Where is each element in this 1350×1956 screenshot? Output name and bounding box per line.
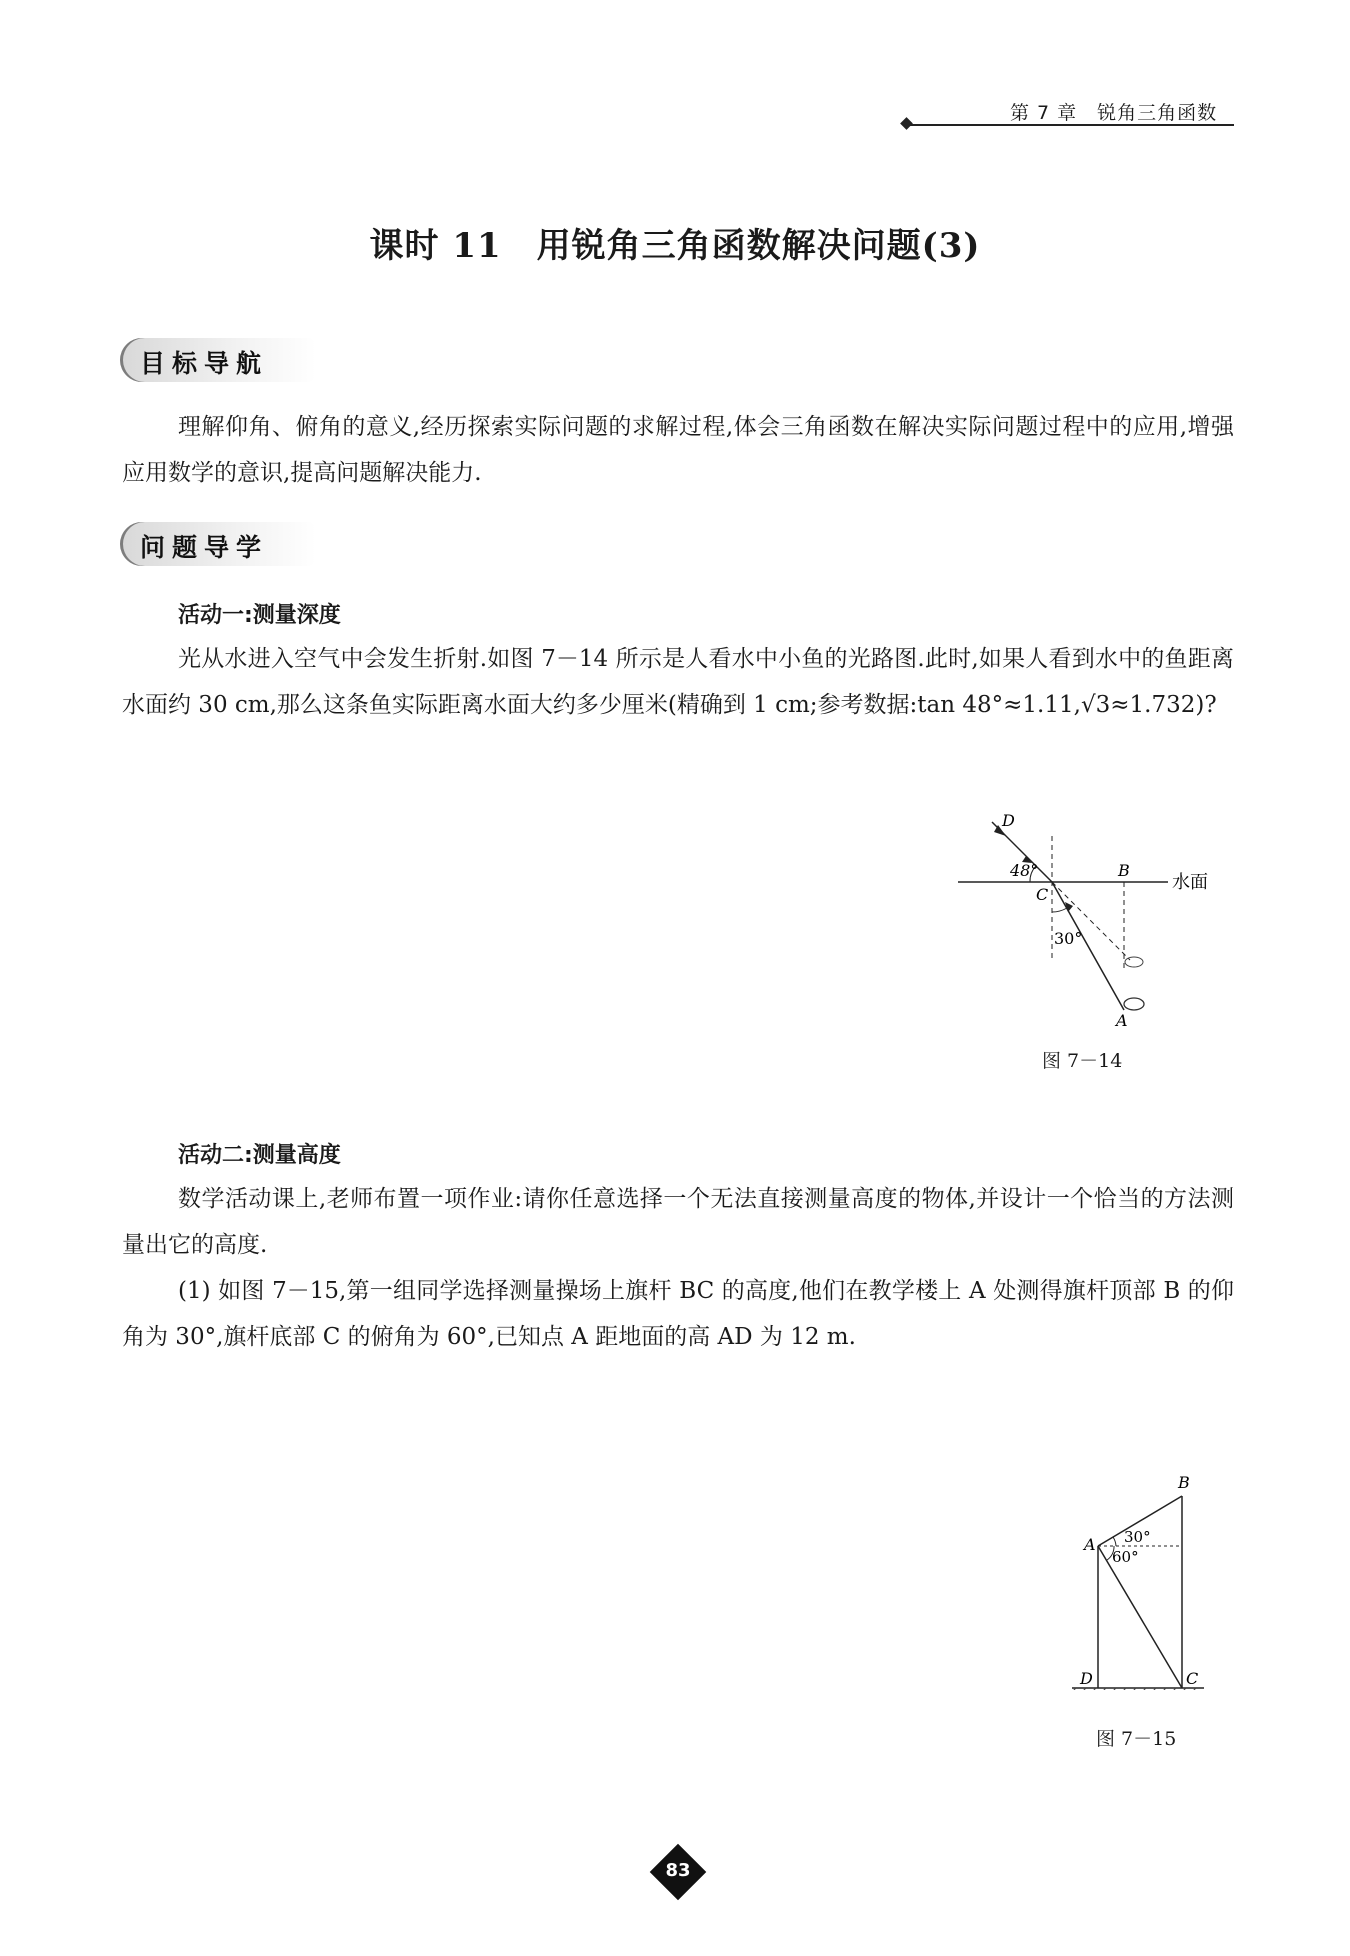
- lesson-title: 课时 11 用锐角三角函数解决问题(3): [369, 226, 981, 266]
- label-c: C: [1186, 1669, 1199, 1688]
- section-label-guide: 问题导学: [140, 533, 269, 562]
- page-number: 83: [665, 1860, 691, 1881]
- label-angle-30: 30°: [1124, 1528, 1151, 1546]
- activity2-heading: 活动二:测量高度: [178, 1143, 341, 1168]
- label-angle-60: 60°: [1112, 1548, 1139, 1566]
- activity1-text: 光从水进入空气中会发生折射.如图 7－14 所示是人看水中小鱼的光路图.此时,如果人看到水中的鱼距离水面约 30 cm,那么这条鱼实际距离水面大约多少厘米(精确到 1 cm;参考数据:tan 48°≈1.11,√3≈1.732)?: [122, 646, 1234, 718]
- section-label-goal: 目标导航: [140, 349, 269, 378]
- figure-7-15-caption: 图 7－15: [1096, 1728, 1177, 1750]
- label-water: 水面: [1172, 872, 1208, 893]
- activity2-text: 数学活动课上,老师布置一项作业:请你任意选择一个无法直接测量高度的物体,并设计一个恰当的方法测量出它的高度.: [122, 1186, 1234, 1258]
- fish-icon: [1124, 998, 1144, 1010]
- figure-7-14-caption: 图 7－14: [1042, 1050, 1123, 1072]
- activity2-q1: (1) 如图 7－15,第一组同学选择测量操场上旗杆 BC 的高度,他们在教学楼上 A 处测得旗杆顶部 B 的仰角为 30°,旗杆底部 C 的俯角为 60°,已知点 A 距地面的高 AD 为 12 m.: [122, 1278, 1234, 1350]
- header-diamond-icon: [900, 117, 913, 130]
- segment-ac: [1098, 1546, 1182, 1688]
- header-rule: [908, 124, 1234, 126]
- label-d: D: [1080, 1669, 1093, 1688]
- label-b: B: [1118, 861, 1130, 880]
- goal-text: 理解仰角、俯角的意义,经历探索实际问题的求解过程,体会三角函数在解决实际问题过程中的应用,增强应用数学的意识,提高问题解决能力.: [122, 414, 1234, 486]
- label-d: D: [1002, 811, 1015, 830]
- label-angle-48: 48°: [1010, 861, 1039, 880]
- label-a: A: [1084, 1535, 1096, 1554]
- label-a: A: [1116, 1011, 1128, 1030]
- figure-7-14: [940, 800, 1230, 1040]
- label-b: B: [1178, 1473, 1190, 1492]
- figure-7-15: [1066, 1470, 1216, 1690]
- label-angle-30: 30°: [1054, 929, 1083, 948]
- running-head: 第 7 章 锐角三角函数: [1010, 102, 1218, 124]
- fish-image-icon: [1125, 957, 1143, 967]
- ray-c-image: [1052, 882, 1130, 960]
- activity1-heading: 活动一:测量深度: [178, 603, 341, 628]
- label-c: C: [1036, 885, 1049, 904]
